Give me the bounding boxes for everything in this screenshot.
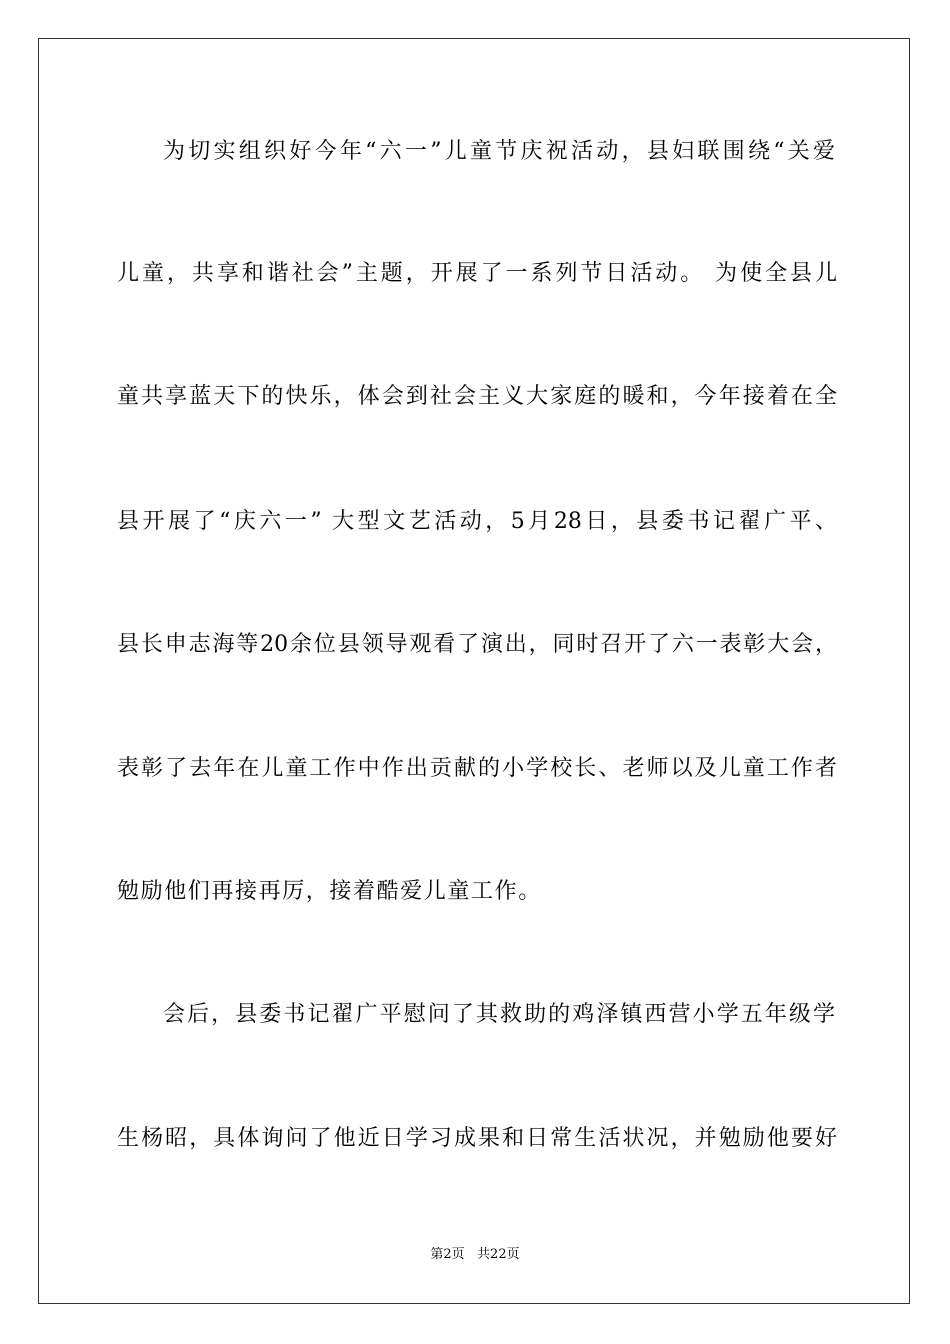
- paragraph-1-line-6: 表彰了去年在儿童工作中作出贡献的小学校长、老师以及儿童工作者: [117, 756, 837, 781]
- page-number-footer: 第2页 共22页: [430, 1247, 520, 1262]
- paragraph-2-line-1: 会后，县委书记翟广平慰问了其救助的鸡泽镇西营小学五年级学: [163, 1002, 835, 1027]
- paragraph-2-line-2: 生杨昭，具体询问了他近日学习成果和日常生活状况，并勉励他要好: [117, 1126, 837, 1151]
- paragraph-1-line-2: 儿童，共享和谐社会”主题，开展了一系列节日活动。 为使全县儿: [117, 261, 837, 286]
- paragraph-1-line-4: 县开展了“庆六一” 大型文艺活动，5月28日，县委书记翟广平、: [117, 509, 837, 534]
- paragraph-1-line-3: 童共享蓝天下的快乐，体会到社会主义大家庭的暖和，今年接着在全: [117, 384, 837, 409]
- paragraph-1-line-7: 勉励他们再接再厉，接着酷爱儿童工作。: [117, 879, 542, 904]
- paragraph-1-line-5: 县长申志海等20余位县领导观看了演出，同时召开了六一表彰大会，: [117, 632, 837, 657]
- page-border: [38, 38, 910, 1304]
- paragraph-1-line-1: 为切实组织好今年“六一”儿童节庆祝活动，县妇联围绕“关爱: [163, 139, 835, 164]
